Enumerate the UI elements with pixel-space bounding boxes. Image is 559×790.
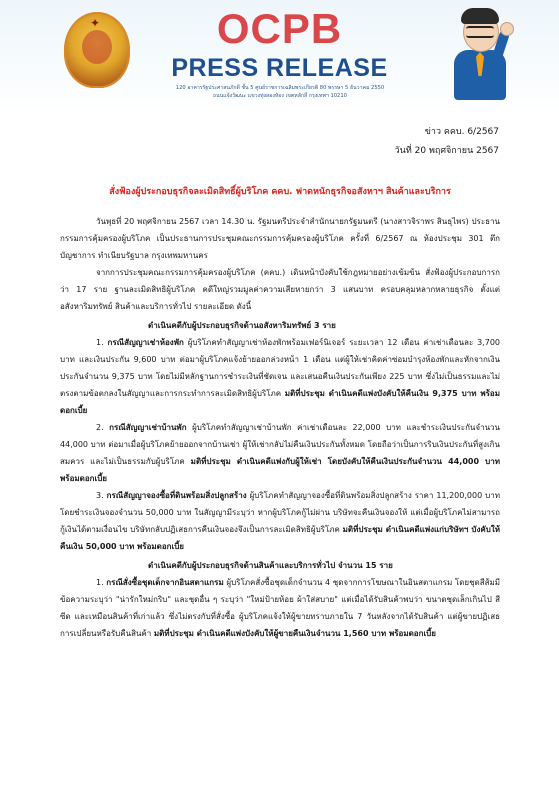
case-text: ผู้บริโภคสั่งซื้อชุดเด็กจำนวน 4 ชุดจากการโฆษณาในอินสตาแกรม โดยชุดสีส้มมีข้อความระบุว่า "น่ารักใหม่กริบ" และชุดอื่น ๆ ระบุว่า "ใหม่ป้ายห้อย ผ้าใส่สบาย" แต่เมื่อได้รับสินค้าพบว่า ขนาดชุดเล็กเกินไป สีซีด และเหมือนสินค้าที่เก่าแล้ว ซึ่งไม่ตรงกับที่สั่งซื้อ ผู้บริโภคแจ้งให้ผู้ขายทราบภายใน 7 วันหลังจากได้รับสินค้า แต่ผู้ขายปฏิเสธการเปลี่ยนหรือรับคืนสินค้า (60, 578, 501, 638)
case-title: กรณีสัญญาจองซื้อที่ดินพร้อมสิ่งปลูกสร้าง (106, 491, 247, 500)
case-item (60, 487, 500, 555)
intro-paragraph-2: จากการประชุมคณะกรรมการคุ้มครองผู้บริโภค (คคบ.) เดินหน้าบังคับใช้กฎหมายอย่างเข้มข้น สั่งฟ้องผู้ประกอบการกว่า 17 ราย ฐานละเมิดสิทธิผู้บริโภค คดีใหญ่รวมมูลค่าความเสียหายกว่า 3 แสนบาท ครอบคลุมหลากหลายธุรกิจ ตั้งแต่อสังหาริมทรัพย์ สินค้าและบริการทั่วไป รายละเอียด ดังนี้ (60, 268, 500, 311)
case-title: กรณีสัญญาเช่าบ้านพัก (109, 423, 187, 432)
case-title: กรณีสั่งซื้อชุดเด็กจากอินสตาแกรม (106, 578, 224, 587)
case-ruling: มติที่ประชุม ดำเนินคดีแพ่งแก่บริษัทฯ บังคับให้คืนเงิน 50,000 บาท พร้อมดอกเบี้ย (60, 525, 501, 551)
case-number: 2. (96, 423, 104, 432)
case-number: 1. (96, 578, 104, 587)
header-address-line2: ถนนแจ้งวัฒนะ แขวงทุ่งสองห้อง เขตหลักสี่ กรุงเทพฯ 10210 (213, 93, 347, 99)
case-ruling: มติที่ประชุม ดำเนินคดีแพ่งบังคับให้คืนเงิน 9,375 บาท พร้อมดอกเบี้ย (60, 389, 501, 415)
case-title: กรณีสัญญาเช่าห้องพัก (107, 338, 184, 347)
seal-emblem-icon: ✦ (90, 16, 101, 30)
case-item (60, 574, 500, 642)
release-date: วันที่ 20 พฤศจิกายน 2567 (394, 146, 499, 156)
section-1-title: ดำเนินคดีกับผู้ประกอบธุรกิจด้านอสังหาริมทรัพย์ 3 ราย (148, 321, 336, 330)
press-body (60, 213, 500, 642)
case-text: ผู้บริโภคทำสัญญาจองซื้อที่ดินพร้อมสิ่งปลูกสร้าง ราคา 11,200,000 บาท โดยชำระเงินจองจำนวน 50,000 บาท ในสัญญามีระบุว่า หากผู้บริโภคกู้ไม่ผ่าน บริษัทจะคืนเงินจองให้ แต่เมื่อผู้บริโภคไม่สามารถกู้เงินได้ตามเงื่อนไข บริษัทกลับปฏิเสธการคืนเงินจองจึงเป็นการละเมิดสิทธิผู้บริโภค (60, 491, 500, 534)
header-address-line1: 120 อาคารรัฐประศาสนภักดี ชั้น 5 ศูนย์ราชการเฉลิมพระเกียรติ 80 พรรษา 5 ธันวาคม 2550 (175, 85, 385, 91)
release-number: ข่าว คคบ. 6/2567 (424, 127, 499, 137)
case-ruling: มติที่ประชุม ดำเนินคดีแพ่งกับผู้ให้เช่า โดยบังคับให้คืนเงินประกันจำนวน 44,000 บาท พร้อมดอกเบี้ย (60, 457, 500, 483)
intro-paragraph-1: วันพุธที่ 20 พฤศจิกายน 2567 เวลา 14.30 น. รัฐมนตรีประจำสำนักนายกรัฐมนตรี (นางสาวจิราพร สินธุไพร) ประธานกรรมการคุ้มครองผู้บริโภค เป็นประธานการประชุมคณะกรรมการคุ้มครองผู้บริโภค ครั้งที่ 6/2567 ณ ห้องประชุม 301 ตึกบัญชาการ ทำเนียบรัฐบาล กรุงเทพมหานคร (60, 217, 500, 260)
case-text: ผู้บริโภคทำสัญญาเช่าบ้านพัก ค่าเช่าเดือนละ 22,000 บาท และชำระเงินประกันจำนวน 44,000 บาท ต่อมาเมื่อผู้บริโภคย้ายออกจากบ้านเช่า ผู้ให้เช่ากลับไม่คืนเงินประกันทั้งหมด โดยถือว่าเป็นการริบเงินประกันที่สูงเกินสมควร และไม่เป็นธรรมกับผู้บริโภค (60, 423, 500, 466)
header-subtitle: PRESS RELEASE (171, 54, 388, 82)
case-ruling: มติที่ประชุม ดำเนินคดีแพ่งบังคับให้ผู้ขายคืนเงินจำนวน 1,560 บาท พร้อมดอกเบี้ย (153, 629, 436, 638)
case-number: 3. (96, 491, 104, 500)
case-number: 1. (96, 338, 104, 347)
case-text: ผู้บริโภคทำสัญญาเช่าห้องพักพร้อมเฟอร์นิเจอร์ ระยะเวลา 12 เดือน ค่าเช่าเดือนละ 3,700 บาท และเงินประกัน 9,600 บาท ต่อมาผู้บริโภคแจ้งย้ายออกล่วงหน้า 1 เดือน แต่ผู้ให้เช่าคิดค่าซ่อมบำรุงห้องพักและหักจากเงินประกันจำนวน 9,375 บาท โดยไม่มีหลักฐานการชำระเงินที่ชัดเจน และเสนอคืนเงินประกันเพียง 225 บาท ซึ่งไม่เป็นธรรมและไม่ตรงตามข้อตกลงในสัญญาและการกระทำการละเมิดสิทธิผู้บริโภค (60, 338, 500, 398)
case-item (60, 419, 500, 487)
press-headline: สั่งฟ้องผู้ประกอบธุรกิจละเมิดสิทธิ์ผู้บริโภค คคบ. ฟาดหนักธุรกิจอสังหาฯ สินค้าและบริการ (109, 187, 451, 197)
spokesperson-mascot-icon (446, 8, 516, 104)
press-release-header (0, 0, 559, 112)
case-item (60, 334, 500, 419)
header-title: OCPB (216, 5, 343, 52)
section-2-title: ดำเนินคดีกับผู้ประกอบธุรกิจด้านสินค้าและบริการทั่วไป จำนวน 15 ราย (148, 561, 393, 570)
